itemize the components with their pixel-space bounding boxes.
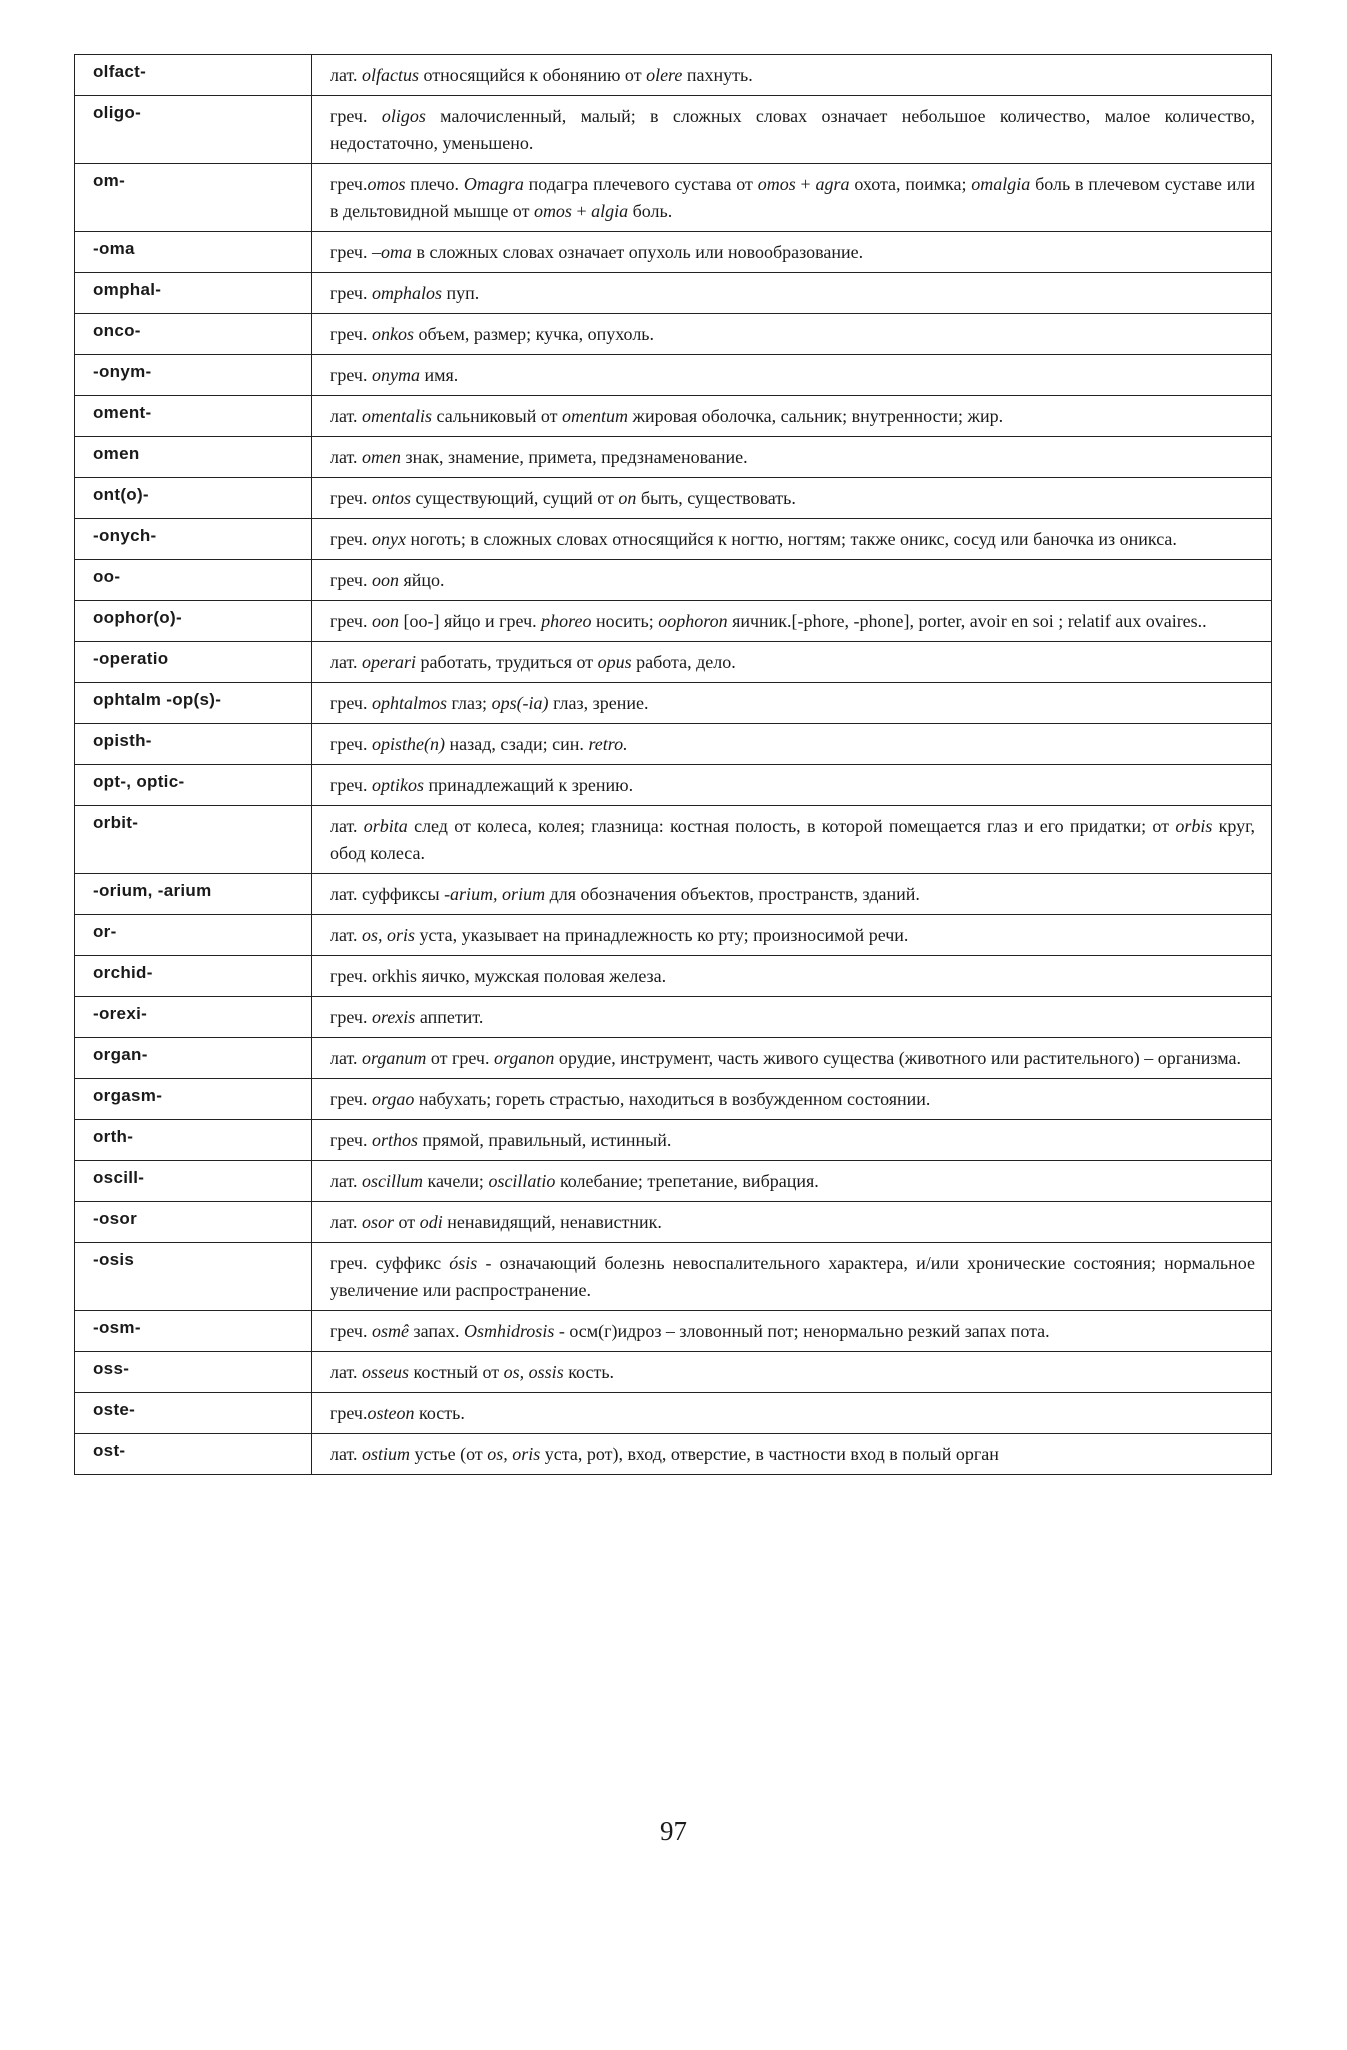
definition-cell bbox=[312, 1243, 1272, 1311]
definition-segment: подагра плечевого сустава от bbox=[523, 174, 758, 194]
definition-segment: работа, дело. bbox=[631, 652, 736, 672]
definition-segment: греч. bbox=[330, 693, 372, 713]
table-row bbox=[75, 314, 1272, 355]
definition-segment: лат. bbox=[330, 1212, 363, 1232]
definition-segment: греч. bbox=[330, 529, 372, 549]
definition-italic-segment: Osmhidrosis bbox=[463, 1321, 555, 1341]
term-cell: oligo- bbox=[75, 96, 312, 164]
definition-italic-segment: omentum bbox=[562, 406, 629, 426]
definition-italic-segment: opus bbox=[597, 652, 632, 672]
definition-cell bbox=[312, 1120, 1272, 1161]
table-row bbox=[75, 273, 1272, 314]
definition-italic-segment: onyx bbox=[371, 529, 406, 549]
definition-segment: знак, знамение, примета, предзнаменование. bbox=[401, 447, 748, 467]
definition-segment: уста, указывает на принадлежность ко рту; произносимой речи. bbox=[415, 925, 909, 945]
definition-segment: яичник.[-phore, -phone], porter, avoir en soi ; relatif aux ovaires.. bbox=[727, 611, 1207, 631]
definition-cell bbox=[312, 956, 1272, 997]
definition-italic-segment: agra bbox=[815, 174, 850, 194]
definition-segment: - осм(г)идроз – зловонный пот; ненормально резкий запах пота. bbox=[554, 1321, 1050, 1341]
definition-segment: лат. bbox=[330, 652, 363, 672]
table-row bbox=[75, 1352, 1272, 1393]
page-number: 97 bbox=[660, 1816, 687, 1846]
definition-segment: относящийся к обонянию от bbox=[419, 65, 647, 85]
definition-segment: лат. bbox=[330, 65, 363, 85]
term-cell: opisth- bbox=[75, 724, 312, 765]
term-cell: organ- bbox=[75, 1038, 312, 1079]
term-cell: -onym- bbox=[75, 355, 312, 396]
table-row bbox=[75, 478, 1272, 519]
definition-segment: плечо. bbox=[405, 174, 464, 194]
definition-italic-segment: omphalos bbox=[371, 283, 442, 303]
definition-cell bbox=[312, 164, 1272, 232]
definition-segment: лат. суффиксы bbox=[330, 884, 445, 904]
definition-cell bbox=[312, 915, 1272, 956]
definition-segment: греч. bbox=[330, 734, 372, 754]
table-row bbox=[75, 601, 1272, 642]
definition-segment: круг, обод колеса. bbox=[330, 816, 1255, 863]
definition-segment: греч. orkhis яичко, мужская половая железа. bbox=[330, 966, 667, 986]
table-row bbox=[75, 1434, 1272, 1475]
definition-segment: лат. bbox=[330, 1444, 363, 1464]
definition-segment: от греч. bbox=[426, 1048, 494, 1068]
definition-segment: ноготь; в сложных словах относящийся к ногтю, ногтям; также оникс, сосуд или баночка из оникса. bbox=[405, 529, 1177, 549]
definition-segment: принадлежащий к зрению. bbox=[423, 775, 634, 795]
definition-italic-segment: orbis bbox=[1175, 816, 1213, 836]
definition-cell bbox=[312, 1352, 1272, 1393]
definition-cell bbox=[312, 55, 1272, 96]
definition-segment: греч. суффикс bbox=[330, 1253, 450, 1273]
definition-italic-segment: organon bbox=[493, 1048, 555, 1068]
definition-segment: глаз; bbox=[447, 693, 492, 713]
definition-italic-segment: omalgia bbox=[971, 174, 1031, 194]
definition-italic-segment: -arium, orium bbox=[444, 884, 546, 904]
definition-italic-segment: on bbox=[618, 488, 637, 508]
table-row bbox=[75, 1038, 1272, 1079]
definition-segment: греч. bbox=[330, 324, 372, 344]
term-cell: ont(o)- bbox=[75, 478, 312, 519]
definition-italic-segment: oon bbox=[371, 570, 399, 590]
definition-segment: кость. bbox=[563, 1362, 615, 1382]
definition-cell bbox=[312, 1079, 1272, 1120]
definition-italic-segment: olere bbox=[646, 65, 683, 85]
definition-italic-segment: osteon bbox=[367, 1403, 415, 1423]
term-cell: -onych- bbox=[75, 519, 312, 560]
definition-cell bbox=[312, 232, 1272, 273]
definition-cell bbox=[312, 478, 1272, 519]
definition-segment: малочисленный, малый; в сложных словах означает небольшое количество, малое количество, недостаточно, уменьшено. bbox=[330, 106, 1255, 153]
definition-italic-segment: os, oris bbox=[362, 925, 416, 945]
definition-segment: устье (от bbox=[410, 1444, 488, 1464]
definition-segment: лат. bbox=[330, 816, 364, 836]
table-row bbox=[75, 1393, 1272, 1434]
definition-cell bbox=[312, 437, 1272, 478]
definition-segment: греч. bbox=[330, 1321, 372, 1341]
definition-cell bbox=[312, 519, 1272, 560]
term-cell: -osis bbox=[75, 1243, 312, 1311]
term-cell: om- bbox=[75, 164, 312, 232]
definition-italic-segment: opisthe(n) bbox=[371, 734, 445, 754]
definition-segment: греч. bbox=[330, 611, 372, 631]
definition-italic-segment: oon bbox=[371, 611, 399, 631]
table-row bbox=[75, 1161, 1272, 1202]
definition-italic-segment: –oma bbox=[371, 242, 412, 262]
definition-segment: + bbox=[795, 174, 816, 194]
definition-segment: греч. bbox=[330, 1089, 372, 1109]
definition-cell bbox=[312, 1161, 1272, 1202]
definition-italic-segment: omos bbox=[533, 201, 572, 221]
definition-italic-segment: onyma bbox=[371, 365, 420, 385]
definition-segment: сальниковый от bbox=[432, 406, 563, 426]
definition-segment: греч. bbox=[330, 365, 372, 385]
definition-segment: охота, поимка; bbox=[849, 174, 972, 194]
table-row bbox=[75, 396, 1272, 437]
definition-cell bbox=[312, 96, 1272, 164]
definition-segment: запах. bbox=[408, 1321, 464, 1341]
definition-cell bbox=[312, 273, 1272, 314]
definition-cell bbox=[312, 355, 1272, 396]
definition-italic-segment: onkos bbox=[371, 324, 414, 344]
table-row bbox=[75, 956, 1272, 997]
definition-italic-segment: phoreo bbox=[541, 611, 592, 631]
definition-segment: костный от bbox=[409, 1362, 504, 1382]
definition-segment: колебание; трепетание, вибрация. bbox=[555, 1171, 819, 1191]
definition-segment: греч. bbox=[330, 174, 368, 194]
definition-cell bbox=[312, 765, 1272, 806]
definition-cell bbox=[312, 396, 1272, 437]
definition-segment: лат. bbox=[330, 406, 363, 426]
term-cell: oment- bbox=[75, 396, 312, 437]
table-row bbox=[75, 1243, 1272, 1311]
definition-segment: работать, трудиться от bbox=[416, 652, 598, 672]
definition-segment: существующий, сущий от bbox=[411, 488, 619, 508]
definition-segment: качели; bbox=[423, 1171, 489, 1191]
definition-cell bbox=[312, 1393, 1272, 1434]
definition-segment: в сложных словах означает опухоль или новообразование. bbox=[411, 242, 864, 262]
definition-segment: для обозначения объектов, пространств, зданий. bbox=[545, 884, 920, 904]
definition-cell bbox=[312, 1434, 1272, 1475]
term-cell: ost- bbox=[75, 1434, 312, 1475]
definition-segment: греч. bbox=[330, 242, 372, 262]
term-cell: oophor(o)- bbox=[75, 601, 312, 642]
definition-segment: лат. bbox=[330, 1048, 363, 1068]
definition-italic-segment: ophtalmos bbox=[371, 693, 447, 713]
definition-italic-segment: odi bbox=[419, 1212, 443, 1232]
definition-segment: лат. bbox=[330, 1171, 363, 1191]
term-cell: orbit- bbox=[75, 806, 312, 874]
definition-cell bbox=[312, 1202, 1272, 1243]
definition-italic-segment: olfactus bbox=[362, 65, 420, 85]
definition-italic-segment: omentalis bbox=[362, 406, 433, 426]
definition-segment: прямой, правильный, истинный. bbox=[418, 1130, 672, 1150]
definition-italic-segment: operari bbox=[362, 652, 417, 672]
table-row bbox=[75, 1120, 1272, 1161]
table-row bbox=[75, 96, 1272, 164]
definition-italic-segment: omos bbox=[367, 174, 406, 194]
definition-italic-segment: ósis bbox=[449, 1253, 478, 1273]
definition-segment: глаз, зрение. bbox=[548, 693, 649, 713]
definition-italic-segment: ontos bbox=[371, 488, 411, 508]
term-cell: -orexi- bbox=[75, 997, 312, 1038]
term-cell: olfact- bbox=[75, 55, 312, 96]
term-cell: omen bbox=[75, 437, 312, 478]
definition-segment: греч. bbox=[330, 1130, 372, 1150]
term-cell: or- bbox=[75, 915, 312, 956]
dictionary-table-body bbox=[75, 55, 1272, 1475]
definition-cell bbox=[312, 806, 1272, 874]
definition-segment: набухать; гореть страстью, находиться в возбужденном состоянии. bbox=[414, 1089, 931, 1109]
definition-italic-segment: omen bbox=[362, 447, 402, 467]
definition-segment: орудие, инструмент, часть живого существа (животного или растительного) – организма. bbox=[554, 1048, 1241, 1068]
definition-italic-segment: ops(-ia) bbox=[491, 693, 549, 713]
definition-italic-segment: optikos bbox=[371, 775, 424, 795]
definition-segment: греч. bbox=[330, 570, 372, 590]
definition-segment: жировая оболочка, сальник; внутренности; жир. bbox=[628, 406, 1004, 426]
definition-italic-segment: orbita bbox=[363, 816, 408, 836]
term-cell: -osor bbox=[75, 1202, 312, 1243]
definition-segment: след от колеса, колея; глазница: костная полость, в которой помещается глаз и его придатки; от bbox=[407, 816, 1176, 836]
term-cell: onco- bbox=[75, 314, 312, 355]
term-cell: oste- bbox=[75, 1393, 312, 1434]
definition-italic-segment: omos bbox=[757, 174, 796, 194]
term-cell: orchid- bbox=[75, 956, 312, 997]
term-cell: ophtalm -op(s)- bbox=[75, 683, 312, 724]
definition-segment: греч. bbox=[330, 775, 372, 795]
definition-segment: лат. bbox=[330, 447, 363, 467]
table-row bbox=[75, 1079, 1272, 1120]
table-row bbox=[75, 560, 1272, 601]
table-row bbox=[75, 683, 1272, 724]
definition-segment: от bbox=[394, 1212, 420, 1232]
table-row bbox=[75, 997, 1272, 1038]
definition-segment: греч. bbox=[330, 1007, 372, 1027]
definition-segment: боль. bbox=[628, 201, 673, 221]
definition-cell bbox=[312, 1038, 1272, 1079]
definition-segment: быть, существовать. bbox=[636, 488, 796, 508]
definition-italic-segment: oophoron bbox=[658, 611, 728, 631]
definition-segment: имя. bbox=[419, 365, 459, 385]
table-row bbox=[75, 1311, 1272, 1352]
definition-cell bbox=[312, 560, 1272, 601]
definition-segment: греч. bbox=[330, 106, 382, 126]
table-row bbox=[75, 519, 1272, 560]
term-cell: omphal- bbox=[75, 273, 312, 314]
definition-italic-segment: organum bbox=[362, 1048, 427, 1068]
definition-segment: боль в плечевом суставе или в дельтовидной мышце от bbox=[330, 174, 1255, 221]
term-cell: oscill- bbox=[75, 1161, 312, 1202]
definition-cell bbox=[312, 874, 1272, 915]
term-cell: orth- bbox=[75, 1120, 312, 1161]
definition-segment: кость. bbox=[414, 1403, 465, 1423]
term-cell: orgasm- bbox=[75, 1079, 312, 1120]
definition-italic-segment: osmê bbox=[371, 1321, 409, 1341]
table-row bbox=[75, 1202, 1272, 1243]
definition-segment: [oo-] яйцо и греч. bbox=[398, 611, 542, 631]
table-row bbox=[75, 437, 1272, 478]
table-row bbox=[75, 232, 1272, 273]
definition-segment: уста, рот), вход, отверстие, в частности вход в полый орган bbox=[540, 1444, 999, 1464]
definition-italic-segment: oscillatio bbox=[488, 1171, 556, 1191]
definition-italic-segment: osor bbox=[362, 1212, 395, 1232]
definition-segment: лат. bbox=[330, 925, 363, 945]
term-cell: -oma bbox=[75, 232, 312, 273]
term-cell: oss- bbox=[75, 1352, 312, 1393]
definition-segment: пуп. bbox=[442, 283, 480, 303]
definition-cell bbox=[312, 314, 1272, 355]
definition-segment: яйцо. bbox=[398, 570, 445, 590]
definition-italic-segment: orexis bbox=[371, 1007, 416, 1027]
definition-segment: аппетит. bbox=[415, 1007, 484, 1027]
term-cell: -operatio bbox=[75, 642, 312, 683]
definition-cell bbox=[312, 997, 1272, 1038]
definition-segment: + bbox=[571, 201, 592, 221]
definition-segment: носить; bbox=[591, 611, 659, 631]
definition-cell bbox=[312, 724, 1272, 765]
definition-segment: пахнуть. bbox=[682, 65, 753, 85]
definition-cell bbox=[312, 1311, 1272, 1352]
term-cell: oo- bbox=[75, 560, 312, 601]
definition-italic-segment: os, ossis bbox=[503, 1362, 564, 1382]
definition-segment: греч. bbox=[330, 283, 372, 303]
table-row bbox=[75, 806, 1272, 874]
definition-italic-segment: os, oris bbox=[487, 1444, 541, 1464]
table-row bbox=[75, 915, 1272, 956]
table-row bbox=[75, 55, 1272, 96]
definition-segment: - означающий болезнь невоспалительного характера, и/или хронические состояния; нормальное увеличение или распространение. bbox=[330, 1253, 1255, 1300]
definition-segment: греч. bbox=[330, 1403, 368, 1423]
definition-italic-segment: ostium bbox=[362, 1444, 411, 1464]
definition-italic-segment: oligos bbox=[381, 106, 426, 126]
term-cell: opt-, optic- bbox=[75, 765, 312, 806]
definition-segment: греч. bbox=[330, 488, 372, 508]
definition-italic-segment: retro. bbox=[588, 734, 628, 754]
definition-italic-segment: Omagra bbox=[463, 174, 524, 194]
definition-cell bbox=[312, 683, 1272, 724]
definition-italic-segment: algia bbox=[591, 201, 629, 221]
term-cell: -osm- bbox=[75, 1311, 312, 1352]
definition-segment: назад, сзади; син. bbox=[444, 734, 589, 754]
definition-italic-segment: osseus bbox=[362, 1362, 410, 1382]
table-row bbox=[75, 355, 1272, 396]
definition-segment: лат. bbox=[330, 1362, 363, 1382]
dictionary-table bbox=[74, 54, 1272, 1475]
definition-cell bbox=[312, 642, 1272, 683]
table-row bbox=[75, 874, 1272, 915]
definition-cell bbox=[312, 601, 1272, 642]
definition-italic-segment: orthos bbox=[371, 1130, 418, 1150]
table-row bbox=[75, 724, 1272, 765]
table-row bbox=[75, 765, 1272, 806]
definition-italic-segment: oscillum bbox=[362, 1171, 424, 1191]
table-row bbox=[75, 164, 1272, 232]
term-cell: -orium, -arium bbox=[75, 874, 312, 915]
definition-italic-segment: orgao bbox=[371, 1089, 415, 1109]
table-row bbox=[75, 642, 1272, 683]
definition-segment: ненавидящий, ненавистник. bbox=[442, 1212, 662, 1232]
definition-segment: объем, размер; кучка, опухоль. bbox=[413, 324, 655, 344]
